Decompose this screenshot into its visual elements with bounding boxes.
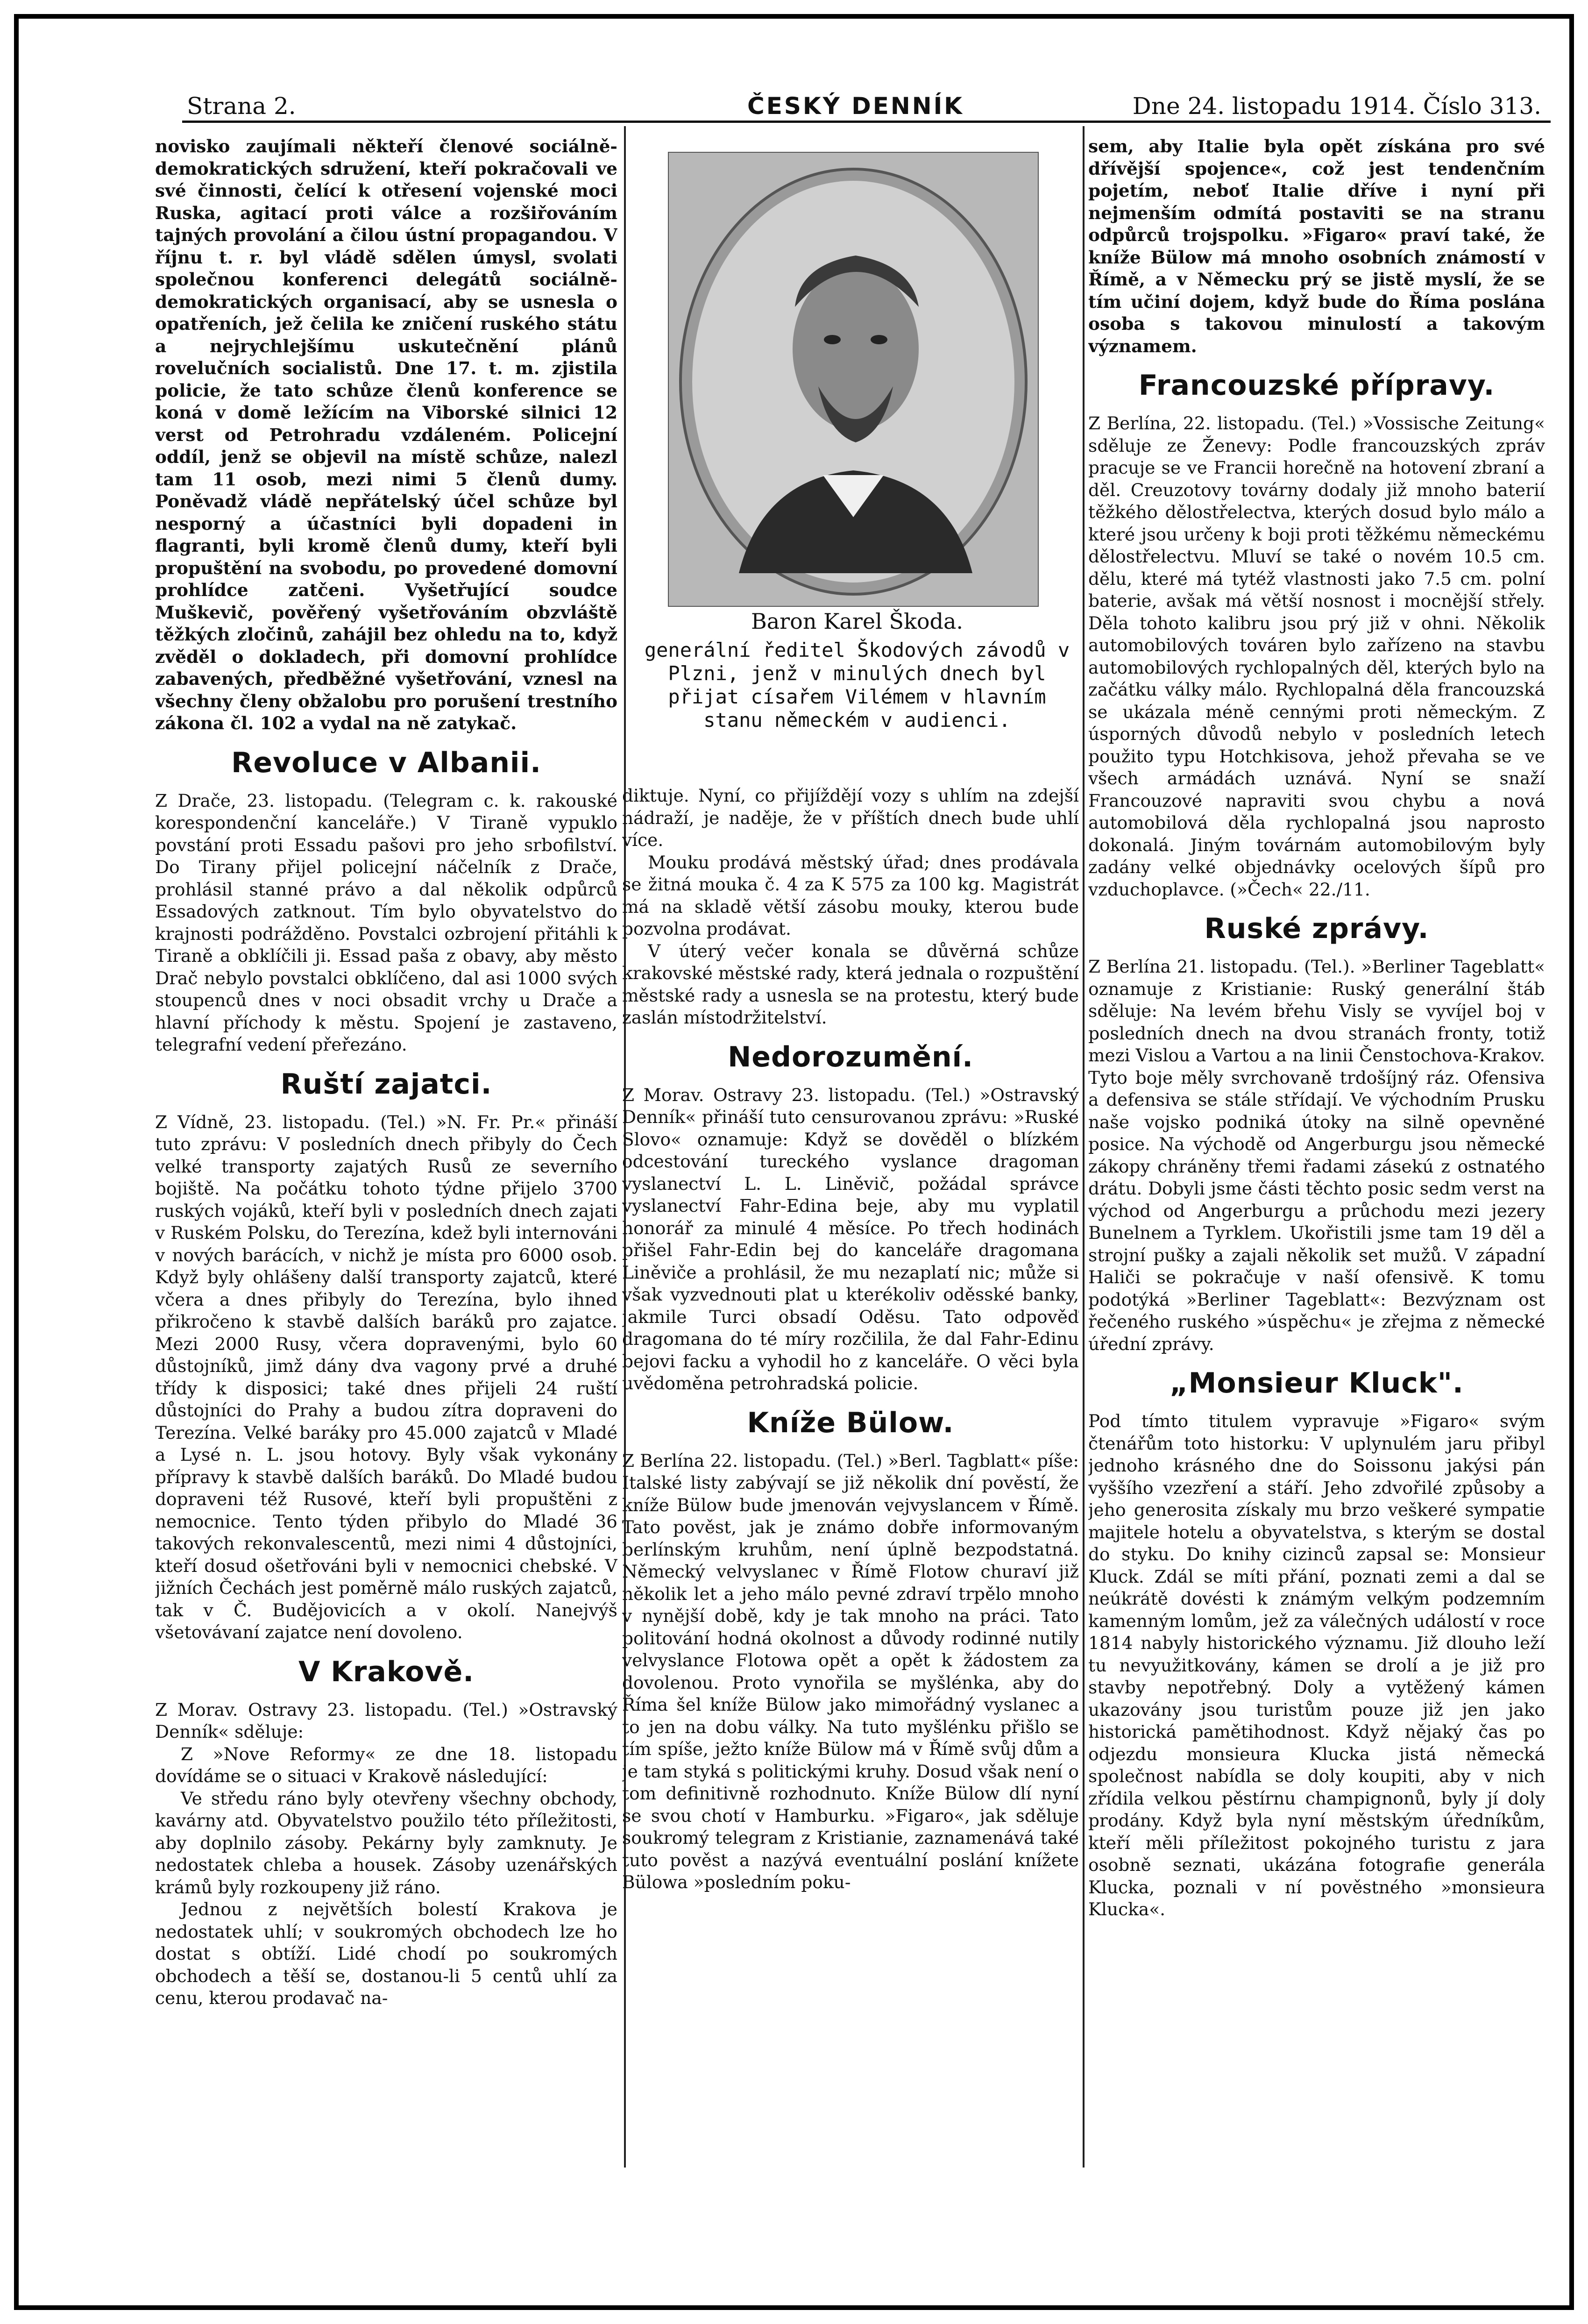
flour-paragraph: Mouku prodává městský úřad; dnes prodávala se žitná mouka č. 4 za K 575 za 100 kg. Magistrát má na skladě větší zásobu mouky, kterou bude pozvolna prodávat. (622, 852, 1079, 939)
intro-paragraph: novisko zaujímali někteří členové sociálně-demokratických sdružení, kteří pokračovali ve své činnosti, čelící k otřesení vojenské moci Ruska, agitací proti válce a rozšiřováním tajných provolání a čilou ústní propagandou. V říjnu t. r. byl vládě sdělen úmysl, svolati společnou konferenci delegátů sociálně-demokratických organisací, aby se usnesla o opatřeních, jež čelila ke zničení ruského státu a nejrychlejšímu uskutečnění plánů rovelučních socialistů. Dne 17. t. m. zjistila policie, že tato schůze členů konference se koná v domě ležícím na Viborské silnici 12 verst od Petrohradu vzdáleném. Policejní oddíl, jenž se objevil na místě schůze, nalezl tam 11 osob, mezi nimi 5 členů dumy. Poněvadž vládě nepřátelský účel schůze byl nesporný a účastníci byli dopadeni in flagranti, byli kromě členů dumy, kteří byli propuštění na svobodu, po provedené domovní prohlídce zatčeni. Vyšetřující soudce Muškevič, pověřený vyšetřováním obzvláště těžkých zločinů, zahájil bez ohledu na to, když zvěděl o dokladech, při domovní prohlídce zabavených, předběžné vyšetřování, vznesl na všechny členy obžalobu pro porušení trestního zákona čl. 102 a vydal na ně zatykač. (155, 136, 617, 733)
caption-name: Baron Karel Škoda. (751, 609, 964, 634)
column-2 (622, 785, 1079, 2172)
caption-text: generální ředitel Škodových závodů v Plzni, jenž v minulých dnech byl přijat císařem Vilémem v hlavním stanu německém v audienci. (644, 639, 1070, 732)
heading-nedorozumeni: Nedorozumění. (728, 1040, 973, 1073)
bulow-article: Z Berlína 22. listopadu. (Tel.) »Berl. Tagblatt« píše: Italské listy zabývají se již několik dní pověstí, že kníže Bülow bude jmenován vejvyslancem v Římě. Tato pověst, jak je známo dobře informovaným berlínským kruhům, není úplně bezpodstatná. Německý velvyslanec v Římě Flotow churaví již několik let a jeho málo pevné zdraví trpělo mnoho v nynější době, kdy je tak mnoho na práci. Tato politování hodná okolnost a důvody rodinné nutily velvyslance Flotowa opět a opět k žádostem za dovolenou. Proto vynořila se myšlénka, aby do Říma šel kníže Bülow jako mimořádný vyslanec a to jen na dobu války. Na tuto myšlénku přišlo se tím spíše, ježto kníže Bülow má v Římě svůj dům a je tam styká s politickými kruhy. Dosud však není o tom definitivně rozhodnuto. Kníže Bülow dlí nyní se svou chotí v Hamburku. »Figaro«, jak sděluje soukromý telegram z Kristianie, zaznamenává také tuto pověst a nazývá eventuální poslání knížete Bülowa »posledním poku- (622, 1450, 1079, 1892)
heading-francouzske-pripravy: Francouzské přípravy. (1138, 369, 1495, 402)
column-1 (155, 135, 617, 2172)
column-divider-2 (1083, 126, 1085, 2168)
portrait-illustration (669, 153, 1038, 606)
portrait-caption (640, 610, 1074, 732)
heading-monsieur-kluck: „Monsieur Kluck". (1170, 1367, 1464, 1400)
page-header (182, 89, 1551, 121)
newspaper-title: ČESKÝ DENNÍK (747, 92, 964, 120)
heading-ruske-zpravy: Ruské zprávy. (1204, 912, 1429, 945)
portrait-photo (668, 152, 1039, 607)
heading-knize-bulow: Kníže Bülow. (747, 1406, 954, 1439)
heading-rusti-zajatci: Ruští zajatci. (280, 1067, 492, 1101)
column-3 (1088, 135, 1545, 2172)
krakow-intro: Z »Nove Reformy« ze dne 18. listopadu dovídáme se o situaci v Krakově následující: (155, 1743, 617, 1786)
albania-article: Z Drače, 23. listopadu. (Telegram c. k. rakouské korespondenční kanceláře.) V Tiraně vypuklo povstání proti Essadu pašovi pro jeho srbofilství. Do Tirany přijel policejní náčelník z Drače, prohlásil stanné právo a dal několik odpůrců Essadových zatknout. Tím bylo obyvatelstvo do krajnosti podrážděno. Povstalci ozbrojení přitáhli k Tiraně a obklíčili ji. Essad paša z obavy, aby město Drač nebylo povstalci obklíčeno, dal asi 1000 svých stoupenců dnes v noci obsadit vrchy u Drače a hlavní příchody k městu. Spojení je zastaveno, telegrafní vedení přeřezáno. (155, 790, 617, 1055)
krakow-shops: Ve středu ráno byly otevřeny všechny obchody, kavárny atd. Obyvatelstvo použilo této příležitosti, aby doplnilo zásoby. Pekárny byly zamknuty. Je nedostatek chleba a housek. Zásoby uzenářských krámů byly rozkoupeny již ráno. (155, 1788, 617, 1898)
council-paragraph: V úterý večer konala se důvěrná schůze krakovské městské rady, která jednala o rozpuštění městské rady a usnesla se na protestu, který bude zaslán místodržitelství. (622, 940, 1079, 1028)
page-number: Strana 2. (187, 92, 296, 120)
krakow-continuation: diktuje. Nyní, co přijíždějí vozy s uhlím na zdejší nádraží, je naděje, že v příštích dnech bude uhlí více. (622, 785, 1079, 850)
header-rule (182, 121, 1551, 123)
issue-date: Dne 24. listopadu 1914. Číslo 313. (1132, 92, 1541, 120)
misunderstanding-article: Z Morav. Ostravy 23. listopadu. (Tel.) »Ostravský Denník« přináší tuto censurovanou zprávu: »Ruské Slovo« oznamuje: Když se dověděl o blízkém odcestování tureckého vyslance dragoman vyslanectví L. L. Liněvič, požádal správce vyslanectví Fahr-Edina beje, aby mu vyplatil honorář za minulé 4 měsíce. Po třech hodinách přišel Fahr-Edin bej do kanceláře dragomana Liněviče a prohlásil, že mu nezaplatí nic; může si však vyzvednouti plat u kterékoliv oděsské banky, jakmile Turci obsadí Oděsu. Tato odpověď dragomana do té míry rozčilila, že dal Fahr-Edinu bejovi facku a vyhodil ho z kanceláře. O věci byla uvědoměna petrohradská policie. (622, 1084, 1079, 1393)
prisoners-article: Z Vídně, 23. listopadu. (Tel.) »N. Fr. Pr.« přináší tuto zprávu: V posledních dnech přibyly do Čech velké transporty zajatých Rusů ze severního bojiště. Na počátku tohoto týdne přijelo 3700 ruských vojáků, kteří byli v posledních dnech zajati v Ruském Polsku, do Terezína, kdež byli internováni v nových barácích, v nichž je místa pro 6000 osob. Když byly ohlášeny další transporty zajatců, které včera a dnes přibyly do Terezína, bylo ihned přikročeno k stavbě dalších baráků pro zajatce. Mezi 2000 Rusy, včera dopravenými, bylo 60 důstojníků, jimž dány dva vagony prvé a druhé třídy k disposici; také dnes přijeli 24 ruští důstojníci do Prahy a budou zítra dopraveni do Terezína. Velké baráky pro 45.000 zajatců v Mladé a Lysé n. L. jsou hotovy. Byly však vykonány přípravy k stavbě dalších baráků. Do Mladé budou dopraveni též Rusové, kteří byli propuštěni z nemocnice. Tento týden přibylo do Mladé 36 takových rekonvalescentů, mezi nimi 4 důstojníci, kteří dosud ošetřováni byli v nemocnici chebské. V jižních Čechách jest poměrně málo ruských zajatců, tak v Č. Budějovicích a v okolí. Nanejvýš všetovávaní zajatce není dovoleno. (155, 1111, 617, 1642)
krakow-dateline: Z Morav. Ostravy 23. listopadu. (Tel.) »Ostravský Denník« sděluje: (155, 1699, 617, 1742)
russian-article: Z Berlína 21. listopadu. (Tel.). »Berliner Tageblatt« oznamuje z Kristianie: Ruský generální štáb sděluje: Na levém břehu Visly se vyvíjel boj v posledních dnech na dvou stranách fronty, totiž mezi Vislou a Vartou a na linii Čenstochova-Krakov. Tyto boje měly svrchovaně trdošíjný ráz. Ofensiva a defensiva se stále střídají. Ve východním Prusku naše vojsko podniká útoky na silně opevněné posice. Na východě od Angerburgu jsou německé zákopy chráněny třemi řadami zásekú z ostnatého drátu. Dobyli jsme části těchto posic sedm verst na východ od Angerburgu a průchodu mezi jezery Bunelnem a Tyrklem. Ukořistili jsme tam 19 děl a strojní pušky a zajali několik set mužů. V západní Haliči se pokračuje v naší ofensivě. K tomu podotýká »Berliner Tageblatt«: Bezvýznam ost řečeného ruského »úspěchu« je zřejma z německé úřední zprávy. (1088, 956, 1545, 1354)
kluck-article: Pod tímto titulem vypravuje »Figaro« svým čtenářům toto historku: V uplynulém jaru přibyl jednoho krásného dne do Soissonu jakýsi pán vyššího vzezření a stáří. Jeho zdvořilé způsoby a jeho generosita získaly mu brzo veškeré sympatie majitele hotelu a obyvatelstva, s kterým se dostal do styku. Do knihy cizinců zapsal se: Monsieur Kluck. Zdál se míti přání, poznati zemi a dal se neúkrátě dovésti k známým velkým podzemním kamenným lomům, jež za válečných událostí v roce 1814 nabyly historického významu. Již dlouho leží tu nevyužitkovány, kámen se drolí a je již pro stavby nepotřebný. Doly a vytěžený kámen ukazovány jsou turistům pouze již jen jako historická pamětihodnost. Když nějaký čas po odjezdu monsieura Klucka jistá německá společnost nabídla se doly koupiti, aby v nich zřídila velkou pěstírnu champignonů, byly jí doly prodány. Když byla nyní městským úředníkům, kteří měli příležitost pokojného turistu z jara osobně seznati, ukázána fotografie generála Klucka, poznali v ní pověstného »monsieura Klucka«. (1088, 1411, 1545, 1919)
krakow-coal: Jednou z největších bolestí Krakova je nedostatek uhlí; v soukromých obchodech lze ho dostat s obtíží. Lidé chodí po soukromých obchodech a těší se, dostanou-li 5 centů uhlí za cenu, kterou prodavač na- (155, 1899, 617, 2008)
french-article: Z Berlína, 22. listopadu. (Tel.) »Vossische Zeitung« sděluje ze Ženevy: Podle francouzských zpráv pracuje se ve Francii horečně na hotovení zbraní a děl. Creuzotovy továrny dodaly již mnoho baterií těžkého dělostřelectva, kterých dosud bylo málo a které jsou určeny k boji proti těžkému německému dělostřelectvu. Mluví se také o novém 10.5 cm. dělu, které má tytéž vlastnosti jako 7.5 cm. polní baterie, avšak má větší nosnost i mocnější střely. Děla tohoto kalibru jsou prý již v ohni. Několik automobilových továren bylo zařízeno na stavbu automobilových rychlopalných děl, kterých bylo na začátku války málo. Rychlopalná děla francouzská se ukázala méně cennými proti německým. Z úsporných důvodů nebylo v posledních letech použito typu Hotchkisova, jehož převaha se ve všech armádách uznává. Nyní se snaží Francouzové napraviti svou chybu a nová automobilová děla rychlopalná jsou naprosto dokonalá. Jiným továrnám automobilovým byly zadány velké objednávky ocelových šípů pro vzduchoplavce. (»Čech« 22./11. (1088, 413, 1545, 900)
bulow-continuation: sem, aby Italie byla opět získána pro své dřívější spojence«, což jest tendenčním pojetím, neboť Italie dříve i nyní při nejmenším odmítá postaviti se na stranu odpůrců trojspolku. »Figaro« praví také, že kníže Bülow má mnoho osobních známostí v Římě, a v Německu prý se jistě myslí, že se tím učiní dojem, když bude do Říma poslána osoba s takovou minulostí a takovým významem. (1088, 136, 1545, 356)
heading-v-krakove: V Krakově. (298, 1655, 474, 1688)
heading-revoluce-v-albanii: Revoluce v Albanii. (231, 746, 541, 779)
